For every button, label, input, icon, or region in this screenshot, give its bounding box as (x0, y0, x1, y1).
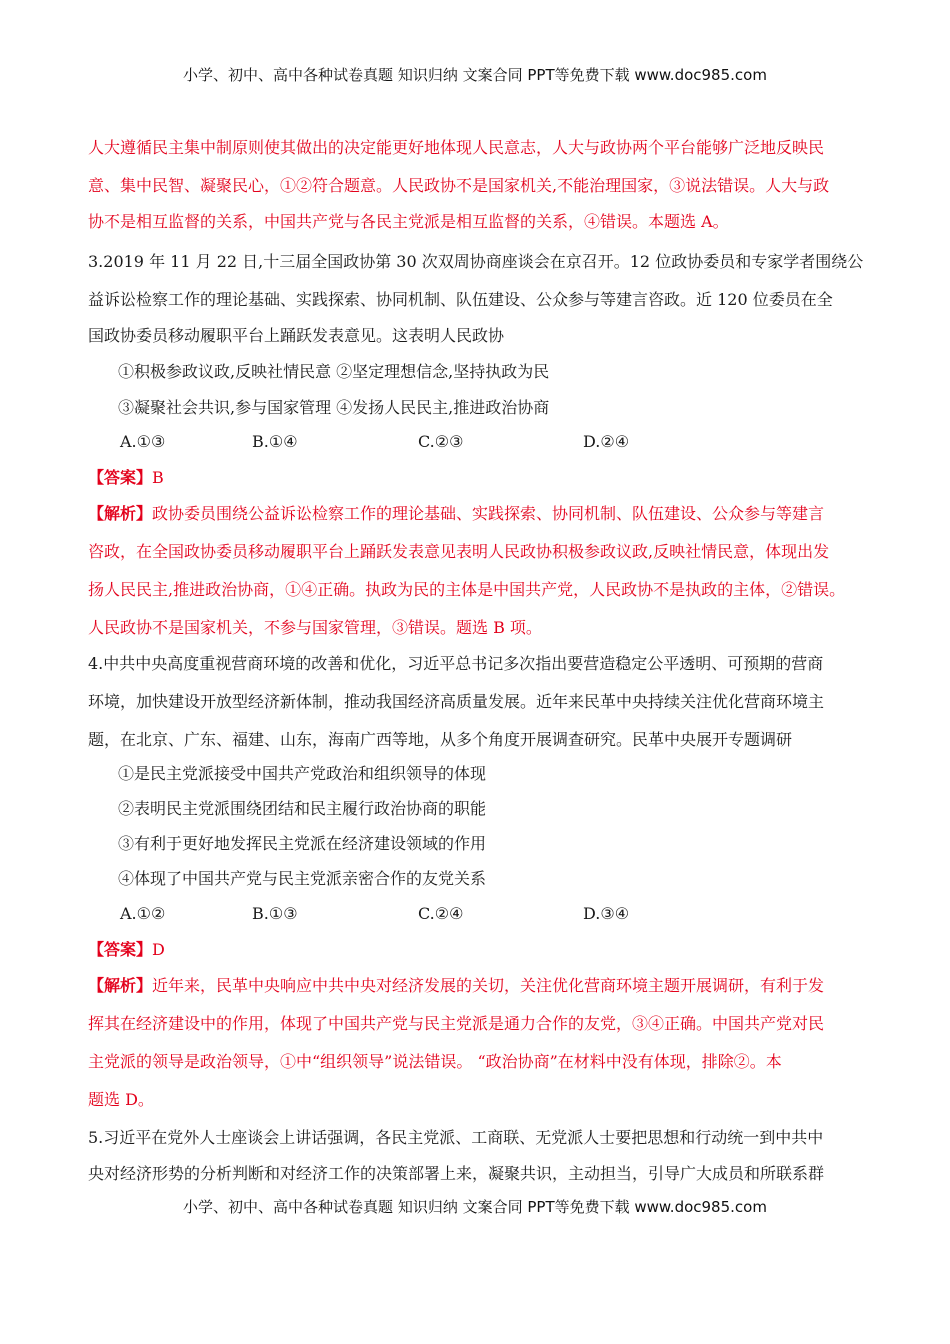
q4-analysis-line: 挥其在经济建设中的作用，体现了中国共产党与民主党派是通力合作的友党，③④正确。中国共产党对民 (88, 1014, 825, 1033)
q3-option-a: A.①③ (120, 432, 166, 451)
q4-analysis-line: 主党派的领导是政治领导，①中“组织领导”说法错误。 “政治协商”在材料中没有体现，排除②。本 (88, 1052, 782, 1071)
answer-tag: 【答案】 (88, 940, 153, 959)
q4-stem-line: 环境，加快建设开放型经济新体制，推动我国经济高质量发展。近年来民革中央持续关注优化营商环境主 (88, 692, 825, 711)
q2-analysis-line: 协不是相互监督的关系，中国共产党与各民主党派是相互监督的关系，④错误。本题选 A。 (88, 212, 729, 231)
q4-item-line: ④体现了中国共产党与民主党派亲密合作的友党关系 (118, 869, 487, 888)
q3-analysis-line (88, 504, 824, 524)
q4-option-c: C.②④ (418, 904, 464, 923)
q3-analysis-line: 咨政，在全国政协委员移动履职平台上踊跃发表意见表明人民政协积极参政议政,反映社情民意，体现出发 (88, 542, 830, 561)
q3-item-line: ③凝聚社会共识,参与国家管理 ④发扬人民民主,推进政治协商 (118, 398, 550, 417)
q4-item-line: ②表明民主党派围绕团结和民主履行政治协商的职能 (118, 799, 487, 818)
answer-tag: 【答案】 (88, 468, 153, 487)
q3-analysis-line: 扬人民民主,推进政治协商，①④正确。执政为民的主体是中国共产党，人民政协不是执政的主体，②错误。 (88, 580, 846, 599)
q4-item-line: ①是民主党派接受中国共产党政治和组织领导的体现 (118, 764, 487, 783)
q3-stem-line: 国政协委员移动履职平台上踊跃发表意见。这表明人民政协 (88, 326, 505, 345)
q4-option-a: A.①② (120, 904, 166, 923)
q3-option-b: B.①④ (252, 432, 298, 451)
q4-stem-line: 题，在北京、广东、福建、山东，海南广西等地，从多个角度开展调查研究。民革中央展开专题调研 (88, 730, 793, 749)
analysis-text: 政协委员围绕公益诉讼检察工作的理论基础、实践探索、协同机制、队伍建设、公众参与等建言 (152, 504, 825, 523)
q5-stem-line: 央对经济形势的分析判断和对经济工作的决策部署上来，凝聚共识，主动担当，引导广大成员和所联系群 (88, 1164, 825, 1183)
q4-answer (88, 940, 165, 960)
q4-analysis-line: 题选 D。 (88, 1090, 154, 1109)
q4-option-b: B.①③ (252, 904, 298, 923)
analysis-tag: 【解析】 (88, 504, 153, 523)
q4-analysis-line (88, 976, 824, 996)
answer-value: D (152, 940, 165, 959)
q2-analysis-line: 意、集中民智、凝聚民心，①②符合题意。人民政协不是国家机关,不能治理国家，③说法错误。人大与政 (88, 176, 830, 195)
page-footer: 小学、初中、高中各种试卷真题 知识归纳 文案合同 PPT等免费下载 www.doc985.com (183, 1198, 767, 1216)
q4-item-line: ③有利于更好地发挥民主党派在经济建设领域的作用 (118, 834, 487, 853)
q5-stem-line: 5.习近平在党外人士座谈会上讲话强调，各民主党派、工商联、无党派人士要把思想和行动统一到中共中 (88, 1128, 824, 1147)
q3-option-d: D.②④ (583, 432, 630, 451)
q2-analysis-line: 人大遵循民主集中制原则使其做出的决定能更好地体现人民意志，人大与政协两个平台能够广泛地反映民 (88, 138, 825, 157)
q4-option-d: D.③④ (583, 904, 630, 923)
q4-stem-line: 4.中共中央高度重视营商环境的改善和优化，习近平总书记多次指出要营造稳定公平透明、可预期的营商 (88, 654, 824, 673)
q3-option-c: C.②③ (418, 432, 464, 451)
q3-stem-line: 益诉讼检察工作的理论基础、实践探索、协同机制、队伍建设、公众参与等建言咨政。近 120 位委员在全 (88, 290, 833, 309)
q3-answer (88, 468, 164, 488)
q3-stem-line: 3.2019 年 11 月 22 日,十三届全国政协第 30 次双周协商座谈会在京召开。12 位政协委员和专家学者围绕公 (88, 252, 864, 271)
analysis-tag: 【解析】 (88, 976, 153, 995)
q3-analysis-line: 人民政协不是国家机关，不参与国家管理，③错误。题选 B 项。 (88, 618, 542, 637)
analysis-text: 近年来，民革中央响应中共中央对经济发展的关切，关注优化营商环境主题开展调研，有利于发 (152, 976, 825, 995)
answer-value: B (152, 468, 164, 487)
page-header: 小学、初中、高中各种试卷真题 知识归纳 文案合同 PPT等免费下载 www.doc985.com (183, 66, 767, 84)
q3-item-line: ①积极参政议政,反映社情民意 ②坚定理想信念,坚持执政为民 (118, 362, 550, 381)
